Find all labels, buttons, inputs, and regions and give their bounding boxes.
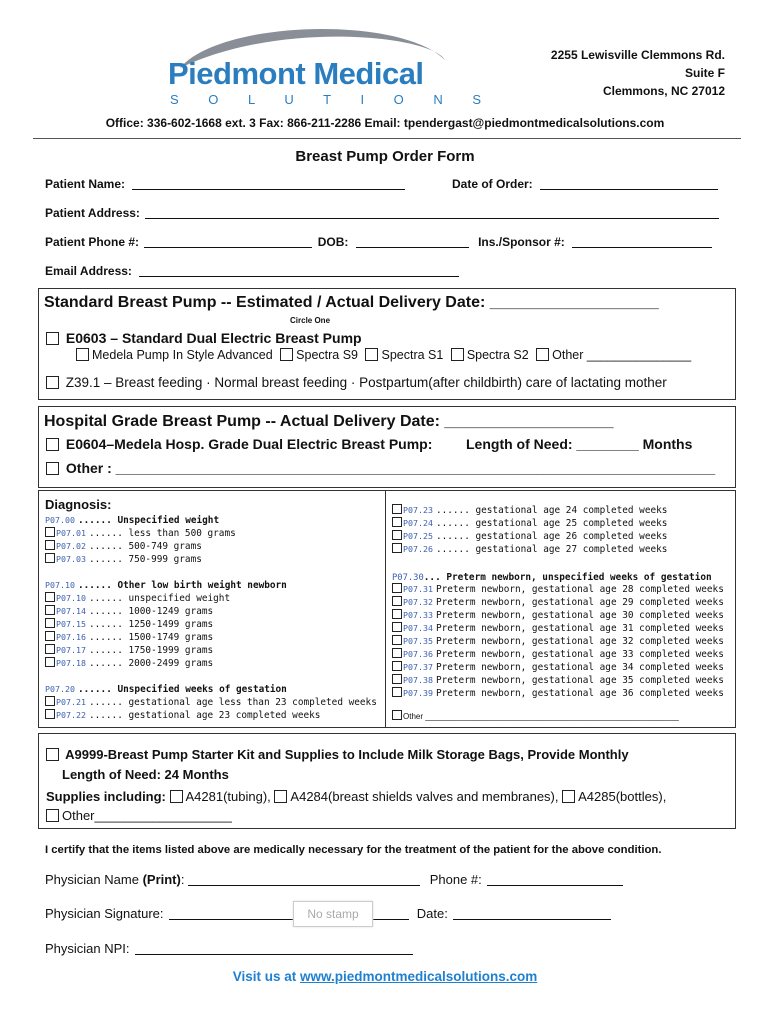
a4281-checkbox[interactable]: [170, 790, 183, 803]
date-of-order-label: Date of Order:: [452, 177, 533, 191]
diagnosis-code: P07.24: [403, 518, 433, 528]
address-line-3: Clemmons, NC 27012: [602, 84, 725, 98]
diagnosis-text: ...... Other low birth weight newborn: [77, 580, 287, 591]
no-stamp-box: No stamp: [293, 901, 373, 927]
a4284-checkbox[interactable]: [274, 790, 287, 803]
diagnosis-text: ...... 1250-1499 grams: [88, 619, 214, 630]
diagnosis-item[interactable]: [45, 527, 380, 540]
diagnosis-checkbox[interactable]: [392, 609, 402, 619]
supplies-other-checkbox[interactable]: [46, 809, 59, 822]
hospital-pump-heading: Hospital Grade Breast Pump -- Actual Delivery Date: ___________________: [44, 413, 614, 430]
diagnosis-checkbox[interactable]: [45, 540, 55, 550]
physician-npi-field[interactable]: [135, 943, 413, 955]
diagnosis-code: P07.22: [56, 710, 86, 720]
diagnosis-checkbox[interactable]: [392, 517, 402, 527]
diagnosis-checkbox[interactable]: [392, 530, 402, 540]
other-pump-checkbox[interactable]: [536, 348, 549, 361]
diagnosis-code: P07.01: [56, 528, 86, 538]
e0603-label: E0603 – Standard Dual Electric Breast Pump: [65, 330, 362, 346]
diagnosis-text: ...... 750-999 grams: [88, 554, 202, 565]
footer-visit-text: Visit us at: [232, 969, 297, 984]
physician-npi-label: Physician NPI:: [45, 941, 130, 956]
diagnosis-item[interactable]: [392, 504, 732, 517]
diagnosis-checkbox[interactable]: [45, 592, 55, 602]
z391-checkbox[interactable]: [46, 376, 59, 389]
diagnosis-text: ...... 1750-1999 grams: [88, 645, 214, 656]
address-line-1: 2255 Lewisville Clemmons Rd.: [550, 48, 725, 62]
diagnosis-text: ...... Unspecified weeks of gestation: [77, 684, 287, 695]
diagnosis-checkbox[interactable]: [45, 709, 55, 719]
e0604-label: E0604–Medela Hosp. Grade Dual Electric Breast Pump:: [65, 436, 433, 452]
diagnosis-item[interactable]: [392, 674, 732, 687]
diagnosis-group-heading: [45, 579, 380, 592]
physician-name-colon: :: [180, 872, 185, 887]
spectra-s2-checkbox[interactable]: [451, 348, 464, 361]
diagnosis-item[interactable]: [392, 661, 732, 674]
logo: [160, 20, 495, 120]
standard-pump-heading: Standard Breast Pump -- Estimated / Actual Delivery Date: ___________________: [44, 294, 659, 311]
diagnosis-text: Preterm newborn, gestational age 36 completed weeks: [435, 688, 724, 699]
diagnosis-item[interactable]: [45, 618, 380, 631]
diagnosis-checkbox[interactable]: [45, 553, 55, 563]
physician-phone-field[interactable]: [487, 874, 623, 886]
patient-address-label: Patient Address:: [45, 206, 140, 220]
diagnosis-code: P07.36: [403, 649, 433, 659]
diagnosis-checkbox[interactable]: [45, 631, 55, 641]
diagnosis-text: ...... unspecified weight: [88, 593, 231, 604]
diagnosis-code: P07.10: [45, 580, 75, 590]
diagnosis-checkbox[interactable]: [392, 596, 402, 606]
logo-main-text: Piedmont Medical: [168, 56, 424, 91]
preterm-head-text: ... Preterm newborn, unspecified weeks of gestation: [423, 572, 712, 583]
medela-checkbox[interactable]: [76, 348, 89, 361]
diagnosis-title: Diagnosis:: [45, 497, 112, 512]
preterm-head-code: P07.30: [392, 573, 424, 583]
diagnosis-code: P07.33: [403, 610, 433, 620]
diagnosis-item[interactable]: [392, 648, 732, 661]
diagnosis-checkbox[interactable]: [392, 661, 402, 671]
diagnosis-checkbox[interactable]: [392, 674, 402, 684]
diagnosis-text: Preterm newborn, gestational age 29 completed weeks: [435, 597, 724, 608]
date-of-order-field[interactable]: [540, 178, 718, 190]
diagnosis-group-heading: [45, 514, 380, 527]
diagnosis-text: ...... 500-749 grams: [88, 541, 202, 552]
diagnosis-code: P07.21: [56, 697, 86, 707]
diagnosis-right-top-list: [392, 504, 732, 556]
diagnosis-checkbox[interactable]: [45, 657, 55, 667]
physician-name-label: Physician Name: [45, 872, 139, 887]
diagnosis-checkbox[interactable]: [45, 605, 55, 615]
a4284-label: A4284(breast shields valves and membranes),: [290, 789, 559, 804]
diagnosis-divider: [385, 490, 386, 728]
diagnosis-item[interactable]: [392, 596, 732, 609]
email-label: Email Address:: [45, 264, 132, 278]
diagnosis-text: ...... Unspecified weight: [77, 515, 220, 526]
diagnosis-item[interactable]: [45, 605, 380, 618]
diagnosis-code: P07.20: [45, 684, 75, 694]
diagnosis-code: P07.16: [56, 632, 86, 642]
diagnosis-item[interactable]: [392, 609, 732, 622]
diagnosis-item[interactable]: [45, 553, 380, 566]
diagnosis-checkbox[interactable]: [45, 527, 55, 537]
circle-one-note: Circle One: [290, 316, 331, 325]
diagnosis-item[interactable]: [392, 687, 732, 700]
footer-website-link[interactable]: www.piedmontmedicalsolutions.com: [300, 969, 538, 984]
email-field[interactable]: [139, 265, 459, 277]
diagnosis-text: ...... 1500-1749 grams: [88, 632, 214, 643]
diagnosis-item[interactable]: [45, 631, 380, 644]
a4281-label: A4281(tubing),: [185, 789, 271, 804]
diagnosis-preterm-list: [392, 583, 732, 700]
a9999-checkbox[interactable]: [46, 748, 59, 761]
physician-name-field[interactable]: [188, 874, 420, 886]
contact-line: Office: 336-602-1668 ext. 3 Fax: 866-211-2286 Email: tpendergast@piedmontmedicalsolutions.com: [105, 116, 665, 130]
physician-signature-label: Physician Signature:: [45, 906, 164, 921]
diagnosis-code: P07.23: [403, 505, 433, 515]
diagnosis-item[interactable]: [45, 709, 380, 722]
diagnosis-group-heading: [45, 683, 380, 696]
patient-phone-field[interactable]: [144, 236, 312, 248]
diagnosis-code: P07.38: [403, 675, 433, 685]
a9999-label: A9999-Breast Pump Starter Kit and Supplies to Include Milk Storage Bags, Provide Monthly: [65, 747, 629, 762]
diagnosis-text: ...... less than 500 grams: [88, 528, 236, 539]
diagnosis-item[interactable]: [45, 540, 380, 553]
diagnosis-item[interactable]: [45, 592, 380, 605]
header-divider: [33, 138, 741, 139]
e0603-checkbox[interactable]: [46, 332, 59, 345]
diagnosis-checkbox[interactable]: [45, 644, 55, 654]
patient-name-field[interactable]: [132, 178, 405, 190]
ins-sponsor-label: Ins./Sponsor #:: [478, 235, 565, 249]
patient-name-label: Patient Name:: [45, 177, 126, 191]
diagnosis-item[interactable]: [392, 635, 732, 648]
z391-label: Z39.1 – Breast feeding · Normal breast feeding · Postpartum(after childbirth) care of lactating mother: [65, 375, 667, 390]
logo-sub-text: S O L U T I O N S: [170, 92, 495, 107]
patient-phone-label: Patient Phone #:: [45, 235, 140, 249]
diagnosis-code: P07.26: [403, 544, 433, 554]
patient-address-field[interactable]: [145, 207, 719, 219]
diagnosis-text: ...... gestational age less than 23 completed weeks: [88, 697, 377, 708]
ins-sponsor-field[interactable]: [572, 236, 712, 248]
hospital-other-checkbox[interactable]: [46, 462, 59, 475]
physician-print-label: (Print): [142, 872, 181, 887]
diagnosis-text: ...... 1000-1249 grams: [88, 606, 214, 617]
address-line-2: Suite F: [684, 66, 725, 80]
physician-phone-label: Phone #:: [429, 872, 482, 887]
diagnosis-text: Preterm newborn, gestational age 31 completed weeks: [435, 623, 724, 634]
diagnosis-item[interactable]: [392, 530, 732, 543]
spectra-s1-label: Spectra S1: [381, 348, 444, 362]
diagnosis-text: Preterm newborn, gestational age 34 completed weeks: [435, 662, 724, 673]
dx-other-label: Other _________________________________________________________: [403, 712, 679, 721]
diagnosis-code: P07.32: [403, 597, 433, 607]
a4285-checkbox[interactable]: [562, 790, 575, 803]
diagnosis-code: P07.00: [45, 515, 75, 525]
diagnosis-item[interactable]: [392, 517, 732, 530]
diagnosis-code: P07.02: [56, 541, 86, 551]
diagnosis-text: ...... 2000-2499 grams: [88, 658, 214, 669]
physician-date-field[interactable]: [453, 908, 611, 920]
diagnosis-code: P07.14: [56, 606, 86, 616]
dx-other-checkbox[interactable]: [392, 710, 402, 720]
supplies-label: Supplies including:: [46, 789, 166, 804]
diagnosis-checkbox[interactable]: [392, 504, 402, 514]
diagnosis-checkbox[interactable]: [392, 543, 402, 553]
diagnosis-checkbox[interactable]: [392, 648, 402, 658]
diagnosis-spacer: [45, 566, 380, 579]
hospital-length-of-need: Length of Need: ________ Months: [466, 436, 693, 452]
diagnosis-text: Preterm newborn, gestational age 35 completed weeks: [435, 675, 724, 686]
form-title: Breast Pump Order Form: [295, 148, 475, 165]
diagnosis-checkbox[interactable]: [45, 618, 55, 628]
diagnosis-checkbox[interactable]: [45, 696, 55, 706]
diagnosis-item[interactable]: [392, 622, 732, 635]
diagnosis-text: Preterm newborn, gestational age 28 completed weeks: [435, 584, 724, 595]
hospital-other-label: Other : _____________________________________________________________________________: [65, 460, 716, 476]
certification-statement: I certify that the items listed above are medically necessary for the treatment of the patient for the above condition.: [45, 844, 662, 856]
diagnosis-code: P07.18: [56, 658, 86, 668]
dob-label: DOB:: [317, 235, 349, 249]
diagnosis-code: P07.17: [56, 645, 86, 655]
diagnosis-code: P07.25: [403, 531, 433, 541]
diagnosis-text: Preterm newborn, gestational age 30 completed weeks: [435, 610, 724, 621]
diagnosis-text: ...... gestational age 27 completed weeks: [435, 544, 668, 555]
diagnosis-text: ...... gestational age 24 completed weeks: [435, 505, 668, 516]
diagnosis-text: Preterm newborn, gestational age 32 completed weeks: [435, 636, 724, 647]
diagnosis-checkbox[interactable]: [392, 687, 402, 697]
diagnosis-left-list: [45, 514, 380, 722]
diagnosis-text: ...... gestational age 26 completed weeks: [435, 531, 668, 542]
e0604-checkbox[interactable]: [46, 438, 59, 451]
diagnosis-code: P07.34: [403, 623, 433, 633]
spectra-s1-checkbox[interactable]: [365, 348, 378, 361]
supplies-other-label: Other___________________: [62, 808, 232, 823]
diagnosis-item[interactable]: [45, 657, 380, 670]
diagnosis-code: P07.15: [56, 619, 86, 629]
diagnosis-checkbox[interactable]: [392, 635, 402, 645]
physician-signature-field[interactable]: [169, 908, 409, 920]
other-pump-label: Other _______________: [552, 348, 692, 362]
diagnosis-code: P07.31: [403, 584, 433, 594]
diagnosis-item[interactable]: [392, 583, 732, 596]
diagnosis-item[interactable]: [45, 696, 380, 709]
diagnosis-item[interactable]: [45, 644, 380, 657]
spectra-s9-label: Spectra S9: [296, 348, 358, 362]
diagnosis-text: ...... gestational age 23 completed weeks: [88, 710, 321, 721]
dob-field[interactable]: [356, 236, 469, 248]
diagnosis-text: ...... gestational age 25 completed weeks: [435, 518, 668, 529]
a4285-label: A4285(bottles),: [578, 789, 667, 804]
diagnosis-code: P07.39: [403, 688, 433, 698]
medela-label: Medela Pump In Style Advanced: [92, 348, 273, 362]
spectra-s2-label: Spectra S2: [466, 348, 529, 362]
diagnosis-checkbox[interactable]: [392, 622, 402, 632]
spectra-s9-checkbox[interactable]: [280, 348, 293, 361]
diagnosis-code: P07.10: [56, 593, 86, 603]
diagnosis-item[interactable]: [392, 543, 732, 556]
supplies-length: Length of Need: 24 Months: [62, 767, 229, 782]
diagnosis-code: P07.37: [403, 662, 433, 672]
diagnosis-spacer: [45, 670, 380, 683]
diagnosis-code: P07.35: [403, 636, 433, 646]
diagnosis-code: P07.03: [56, 554, 86, 564]
company-address: [551, 46, 725, 100]
diagnosis-text: Preterm newborn, gestational age 33 completed weeks: [435, 649, 724, 660]
diagnosis-checkbox[interactable]: [392, 583, 402, 593]
physician-date-label: Date:: [416, 906, 448, 921]
